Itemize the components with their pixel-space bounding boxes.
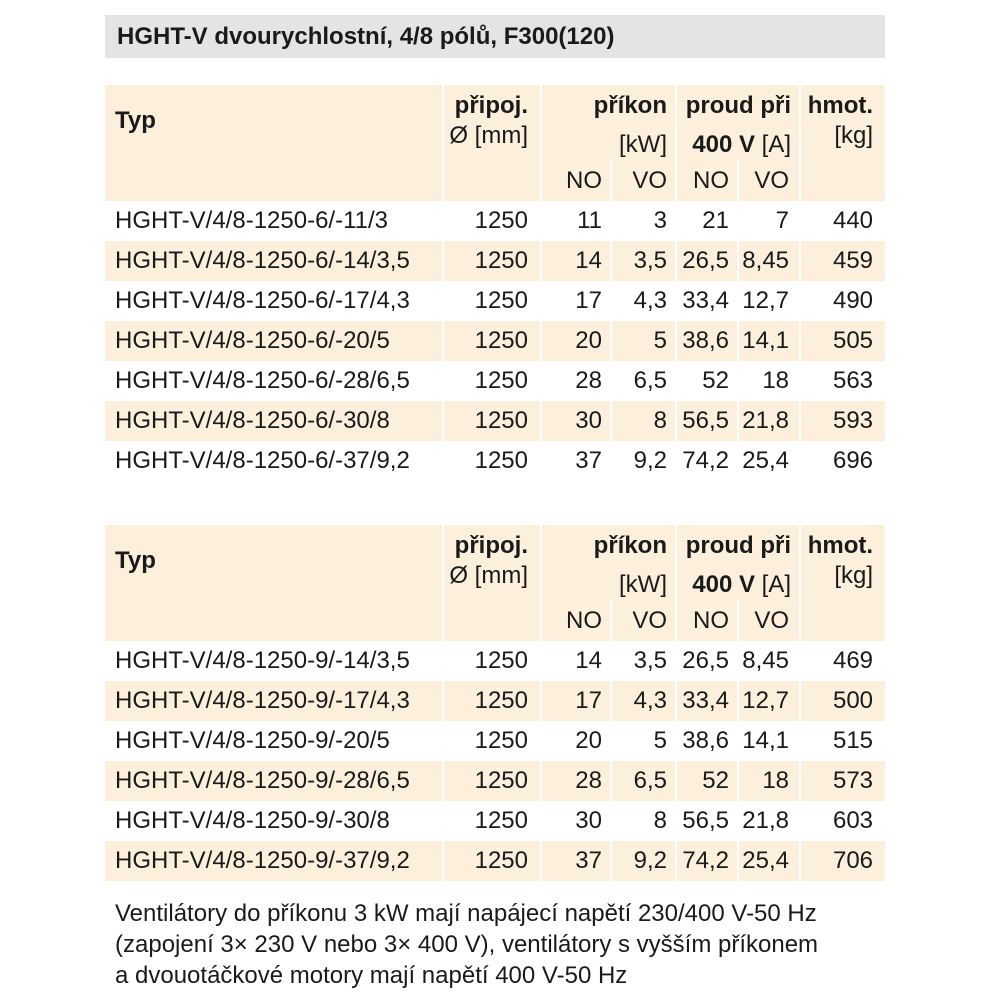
cell-proud-vo: 12,7 <box>738 681 800 721</box>
table-body <box>105 641 885 881</box>
header-vo-prikon: VO <box>611 161 676 201</box>
cell-pripoj: 1250 <box>443 841 541 881</box>
header-pripoj: připoj. <box>454 532 528 559</box>
header-no-prikon: NO <box>541 161 611 201</box>
cell-prikon-vo: 4,3 <box>611 281 676 321</box>
cell-proud-vo: 18 <box>738 361 800 401</box>
cell-hmot: 459 <box>800 241 885 281</box>
cell-pripoj: 1250 <box>443 401 541 441</box>
cell-hmot: 440 <box>832 207 874 234</box>
cell-prikon-vo: 3 <box>611 201 676 241</box>
cell-proud-vo: 21,8 <box>738 401 800 441</box>
cell-prikon-vo: 4,3 <box>611 681 676 721</box>
cell-pripoj: 1250 <box>443 681 541 721</box>
cell-hmot: 706 <box>800 841 885 881</box>
cell-hmot: 505 <box>800 321 885 361</box>
table-row <box>105 281 885 321</box>
cell-prikon-vo: 5 <box>611 721 676 761</box>
cell-prikon-vo: 6,5 <box>611 761 676 801</box>
cell-pripoj: 1250 <box>443 361 541 401</box>
header-no-prikon: NO <box>541 601 611 641</box>
cell-proud-no: 33,4 <box>676 281 738 321</box>
cell-hmot: 603 <box>832 807 874 834</box>
header-typ: Typ <box>115 547 156 574</box>
header-vo-prikon: VO <box>611 601 676 641</box>
footnote-line: (zapojení 3× 230 V nebo 3× 400 V), ventilátory s vyšším příkonem <box>115 931 819 958</box>
cell-prikon-vo: 5 <box>611 321 676 361</box>
spec-table-2 <box>105 525 885 881</box>
cell-proud-no: 26,5 <box>676 641 738 681</box>
header-prikon-unit: [kW] <box>619 571 667 598</box>
cell-hmot: 490 <box>832 287 874 314</box>
header-vo-proud: VO <box>738 161 800 201</box>
cell-typ: HGHT-V/4/8-1250-6/-30/8 <box>105 401 443 441</box>
cell-typ: HGHT-V/4/8-1250-6/-28/6,5 <box>105 361 443 401</box>
cell-proud-no: 26,5 <box>676 241 738 281</box>
table-row <box>105 841 885 881</box>
cell-typ: HGHT-V/4/8-1250-9/-30/8 <box>105 801 443 841</box>
header-proud: proud při <box>685 92 792 119</box>
cell-hmot: 573 <box>800 761 885 801</box>
cell-typ: HGHT-V/4/8-1250-6/-11/3 <box>105 201 443 241</box>
footnote-line: a dvouotáčkové motory mají napětí 400 V-50 Hz <box>115 962 628 989</box>
cell-typ: HGHT-V/4/8-1250-9/-20/5 <box>105 721 443 761</box>
cell-prikon-no: 17 <box>541 681 611 721</box>
cell-prikon-vo: 3,5 <box>611 241 676 281</box>
header-pripoj-unit: Ø [mm] <box>449 562 528 589</box>
header-pripoj: připoj. <box>454 92 528 119</box>
cell-proud-vo: 18 <box>738 761 800 801</box>
cell-proud-vo: 14,1 <box>738 321 800 361</box>
cell-prikon-vo: 8 <box>611 401 676 441</box>
cell-proud-vo: 14,1 <box>738 721 800 761</box>
cell-pripoj: 1250 <box>443 641 541 681</box>
cell-proud-vo: 8,45 <box>738 241 800 281</box>
header-proud-unit: [A] <box>761 571 792 598</box>
cell-prikon-no: 37 <box>541 841 611 881</box>
cell-proud-vo: 25,4 <box>738 841 800 881</box>
cell-typ: HGHT-V/4/8-1250-6/-37/9,2 <box>105 441 443 481</box>
cell-proud-vo: 7 <box>738 201 800 241</box>
footnote <box>115 898 875 991</box>
cell-typ: HGHT-V/4/8-1250-9/-14/3,5 <box>105 641 443 681</box>
cell-pripoj: 1250 <box>443 801 541 841</box>
cell-typ: HGHT-V/4/8-1250-9/-37/9,2 <box>105 841 443 881</box>
table-row <box>105 361 885 401</box>
cell-hmot: 500 <box>800 681 885 721</box>
cell-hmot: 696 <box>832 447 874 474</box>
cell-prikon-no: 14 <box>541 641 611 681</box>
cell-hmot: 469 <box>832 647 874 674</box>
cell-typ: HGHT-V/4/8-1250-6/-17/4,3 <box>105 281 443 321</box>
cell-prikon-no: 14 <box>541 241 611 281</box>
cell-proud-no: 74,2 <box>676 441 738 481</box>
cell-proud-vo: 12,7 <box>738 281 800 321</box>
table-row <box>105 801 885 841</box>
cell-prikon-vo: 9,2 <box>611 841 676 881</box>
header-proud-voltage: 400 V <box>692 571 755 598</box>
cell-proud-no: 38,6 <box>676 721 738 761</box>
cell-proud-no: 21 <box>676 201 738 241</box>
header-hmot-unit: [kg] <box>834 562 874 589</box>
cell-prikon-no: 20 <box>541 721 611 761</box>
cell-proud-vo: 25,4 <box>738 441 800 481</box>
cell-pripoj: 1250 <box>443 761 541 801</box>
cell-proud-no: 52 <box>676 761 738 801</box>
table-body <box>105 201 885 481</box>
cell-prikon-no: 17 <box>541 281 611 321</box>
header-vo-proud: VO <box>738 601 800 641</box>
cell-hmot: 515 <box>832 727 874 754</box>
header-prikon: příkon <box>593 532 667 559</box>
cell-pripoj: 1250 <box>443 201 541 241</box>
cell-prikon-no: 11 <box>541 201 611 241</box>
header-pripoj-unit: Ø [mm] <box>449 122 528 149</box>
cell-proud-no: 56,5 <box>676 801 738 841</box>
table-row <box>105 241 885 281</box>
cell-proud-no: 38,6 <box>676 321 738 361</box>
cell-prikon-no: 30 <box>541 401 611 441</box>
header-no-proud: NO <box>676 161 738 201</box>
cell-prikon-no: 28 <box>541 361 611 401</box>
spec-table-1 <box>105 85 885 481</box>
cell-typ: HGHT-V/4/8-1250-6/-14/3,5 <box>105 241 443 281</box>
cell-pripoj: 1250 <box>443 241 541 281</box>
table-row <box>105 321 885 361</box>
section-title: HGHT-V dvourychlostní, 4/8 pólů, F300(120) <box>105 15 885 58</box>
header-proud-unit: [A] <box>761 131 792 158</box>
header-prikon-unit: [kW] <box>619 131 667 158</box>
cell-proud-no: 74,2 <box>676 841 738 881</box>
cell-typ: HGHT-V/4/8-1250-6/-20/5 <box>105 321 443 361</box>
cell-pripoj: 1250 <box>443 441 541 481</box>
cell-prikon-no: 28 <box>541 761 611 801</box>
cell-prikon-no: 30 <box>541 801 611 841</box>
cell-proud-vo: 8,45 <box>738 641 800 681</box>
cell-prikon-no: 20 <box>541 321 611 361</box>
cell-proud-vo: 21,8 <box>738 801 800 841</box>
header-prikon: příkon <box>593 92 667 119</box>
header-hmot-unit: [kg] <box>834 122 874 149</box>
table-row <box>105 681 885 721</box>
table-row <box>105 441 885 481</box>
cell-proud-no: 56,5 <box>676 401 738 441</box>
header-no-proud: NO <box>676 601 738 641</box>
footnote-line: Ventilátory do příkonu 3 kW mají napájecí napětí 230/400 V-50 Hz <box>115 900 817 927</box>
header-typ: Typ <box>115 107 156 134</box>
cell-prikon-vo: 6,5 <box>611 361 676 401</box>
header-hmot: hmot. <box>807 92 874 119</box>
cell-pripoj: 1250 <box>443 281 541 321</box>
cell-prikon-no: 37 <box>541 441 611 481</box>
cell-prikon-vo: 3,5 <box>611 641 676 681</box>
cell-pripoj: 1250 <box>443 321 541 361</box>
cell-pripoj: 1250 <box>443 721 541 761</box>
table-row <box>105 641 885 681</box>
cell-typ: HGHT-V/4/8-1250-9/-28/6,5 <box>105 761 443 801</box>
cell-proud-no: 33,4 <box>676 681 738 721</box>
table-row <box>105 201 885 241</box>
cell-hmot: 563 <box>832 367 874 394</box>
table-header <box>105 85 885 201</box>
header-proud-voltage: 400 V <box>692 131 755 158</box>
header-hmot: hmot. <box>807 532 874 559</box>
cell-hmot: 593 <box>800 401 885 441</box>
cell-proud-no: 52 <box>676 361 738 401</box>
table-header <box>105 525 885 641</box>
cell-prikon-vo: 9,2 <box>611 441 676 481</box>
cell-prikon-vo: 8 <box>611 801 676 841</box>
table-row <box>105 761 885 801</box>
table-row <box>105 401 885 441</box>
table-row <box>105 721 885 761</box>
header-proud: proud při <box>685 532 792 559</box>
cell-typ: HGHT-V/4/8-1250-9/-17/4,3 <box>105 681 443 721</box>
